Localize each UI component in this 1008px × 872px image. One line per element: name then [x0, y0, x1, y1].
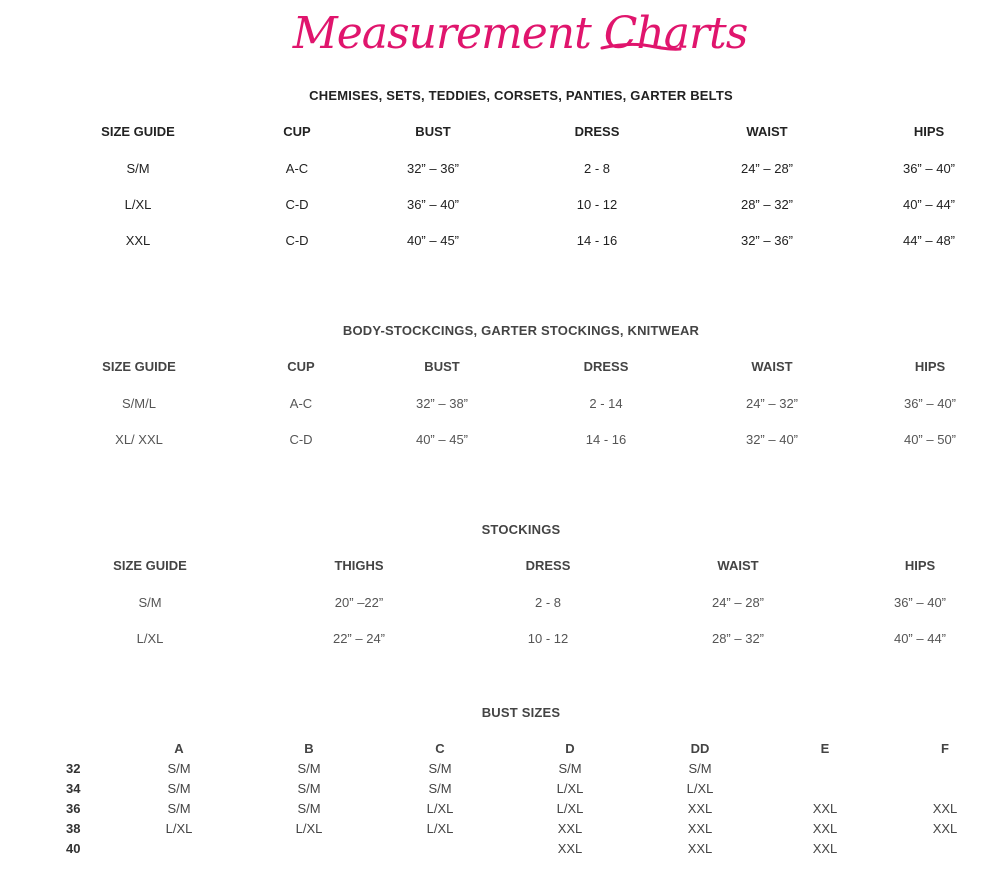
cell-dress: 10 - 12: [527, 631, 569, 646]
cell-size: S/M: [167, 781, 191, 796]
col-header-cup: CUP: [287, 359, 315, 374]
cell-hips: 36” – 40”: [902, 161, 956, 176]
cell-bust: 40” – 45”: [415, 432, 469, 447]
cell-bust: 32” – 36”: [406, 161, 460, 176]
col-header-bust: BUST: [424, 359, 460, 374]
cell-cup: C-D: [289, 432, 313, 447]
cell-dress: 14 - 16: [585, 432, 627, 447]
cell-size: L/XL: [686, 781, 714, 796]
col-header-size-guide: SIZE GUIDE: [101, 124, 175, 139]
cell-bust: 40” – 45”: [406, 233, 460, 248]
cell-size: L/XL: [136, 631, 164, 646]
col-header-waist: WAIST: [751, 359, 793, 374]
cell-size: L/XL: [426, 821, 454, 836]
cell-size: S/M: [126, 161, 150, 176]
cell-cup: C-D: [285, 233, 309, 248]
cell-size: S/M: [428, 781, 452, 796]
cell-dress: 2 - 8: [583, 161, 611, 176]
cell-size: XXL: [687, 821, 713, 836]
cell-waist: 32” – 40”: [745, 432, 799, 447]
cell-size: XXL: [932, 801, 958, 816]
col-header-dress: DRESS: [525, 558, 571, 573]
cell-size: XL/ XXL: [115, 432, 163, 447]
col-header-waist: WAIST: [717, 558, 759, 573]
cell-waist: 24” – 28”: [740, 161, 794, 176]
col-header-size-guide: SIZE GUIDE: [102, 359, 176, 374]
cell-cup: A-C: [285, 161, 309, 176]
col-header-cup-c: C: [435, 741, 445, 756]
cell-size: S/M: [297, 761, 321, 776]
section-title-stockings: STOCKINGS: [481, 522, 561, 537]
cell-thighs: 22” – 24”: [332, 631, 386, 646]
cell-size: S/M: [167, 801, 191, 816]
cell-size: S/M: [428, 761, 452, 776]
band-label: 40: [66, 841, 81, 856]
cell-hips: 36” – 40”: [903, 396, 957, 411]
cell-size: XXL: [125, 233, 151, 248]
cell-size: L/XL: [165, 821, 193, 836]
col-header-dress: DRESS: [574, 124, 620, 139]
col-header-hips: HIPS: [914, 359, 946, 374]
band-label: 32: [66, 761, 81, 776]
page-title: Measurement Charts: [292, 8, 748, 59]
cell-hips: 44” – 48”: [902, 233, 956, 248]
col-header-dress: DRESS: [583, 359, 629, 374]
cell-size: S/M: [138, 595, 162, 610]
cell-size: S/M: [167, 761, 191, 776]
col-header-cup-f: F: [941, 741, 949, 756]
col-header-size-guide: SIZE GUIDE: [113, 558, 187, 573]
section-title-bust-sizes: BUST SIZES: [481, 705, 561, 720]
cell-size: S/M: [297, 801, 321, 816]
cell-waist: 28” – 32”: [711, 631, 765, 646]
cell-size: XXL: [557, 821, 583, 836]
cell-waist: 24” – 28”: [711, 595, 765, 610]
cell-waist: 24” – 32”: [745, 396, 799, 411]
col-header-cup-d: D: [565, 741, 575, 756]
cell-size: L/XL: [556, 801, 584, 816]
cell-dress: 10 - 12: [576, 197, 618, 212]
cell-size: S/M/L: [122, 396, 156, 411]
title-swash-decoration: [600, 40, 682, 54]
cell-size: XXL: [812, 821, 838, 836]
cell-dress: 14 - 16: [576, 233, 618, 248]
cell-waist: 32” – 36”: [740, 233, 794, 248]
cell-hips: 40” – 50”: [903, 432, 957, 447]
cell-hips: 40” – 44”: [893, 631, 947, 646]
col-header-cup-a: A: [174, 741, 184, 756]
cell-hips: 40” – 44”: [902, 197, 956, 212]
band-label: 34: [66, 781, 81, 796]
col-header-thighs: THIGHS: [334, 558, 384, 573]
cell-size: XXL: [812, 801, 838, 816]
cell-bust: 32” – 38”: [415, 396, 469, 411]
cell-size: XXL: [687, 841, 713, 856]
cell-cup: C-D: [285, 197, 309, 212]
col-header-waist: WAIST: [746, 124, 788, 139]
cell-dress: 2 - 14: [589, 396, 623, 411]
section-title-bodystockings: BODY-STOCKCINGS, GARTER STOCKINGS, KNITWEAR: [342, 323, 700, 338]
cell-size: XXL: [812, 841, 838, 856]
cell-thighs: 20” –22”: [334, 595, 384, 610]
cell-size: L/XL: [426, 801, 454, 816]
cell-size: L/XL: [124, 197, 152, 212]
cell-dress: 2 - 8: [534, 595, 562, 610]
col-header-bust: BUST: [415, 124, 451, 139]
cell-size: L/XL: [556, 781, 584, 796]
cell-cup: A-C: [289, 396, 313, 411]
col-header-cup-e: E: [820, 741, 830, 756]
band-label: 38: [66, 821, 81, 836]
band-label: 36: [66, 801, 81, 816]
cell-size: S/M: [558, 761, 582, 776]
cell-size: XXL: [687, 801, 713, 816]
cell-size: XXL: [557, 841, 583, 856]
col-header-hips: HIPS: [913, 124, 945, 139]
cell-hips: 36” – 40”: [893, 595, 947, 610]
cell-bust: 36” – 40”: [406, 197, 460, 212]
cell-size: S/M: [688, 761, 712, 776]
cell-size: XXL: [932, 821, 958, 836]
cell-size: S/M: [297, 781, 321, 796]
col-header-cup-dd: DD: [690, 741, 710, 756]
col-header-hips: HIPS: [904, 558, 936, 573]
cell-waist: 28” – 32”: [740, 197, 794, 212]
col-header-cup: CUP: [283, 124, 311, 139]
section-title-chemises: CHEMISES, SETS, TEDDIES, CORSETS, PANTIES, GARTER BELTS: [309, 88, 733, 103]
cell-size: L/XL: [295, 821, 323, 836]
col-header-cup-b: B: [304, 741, 314, 756]
